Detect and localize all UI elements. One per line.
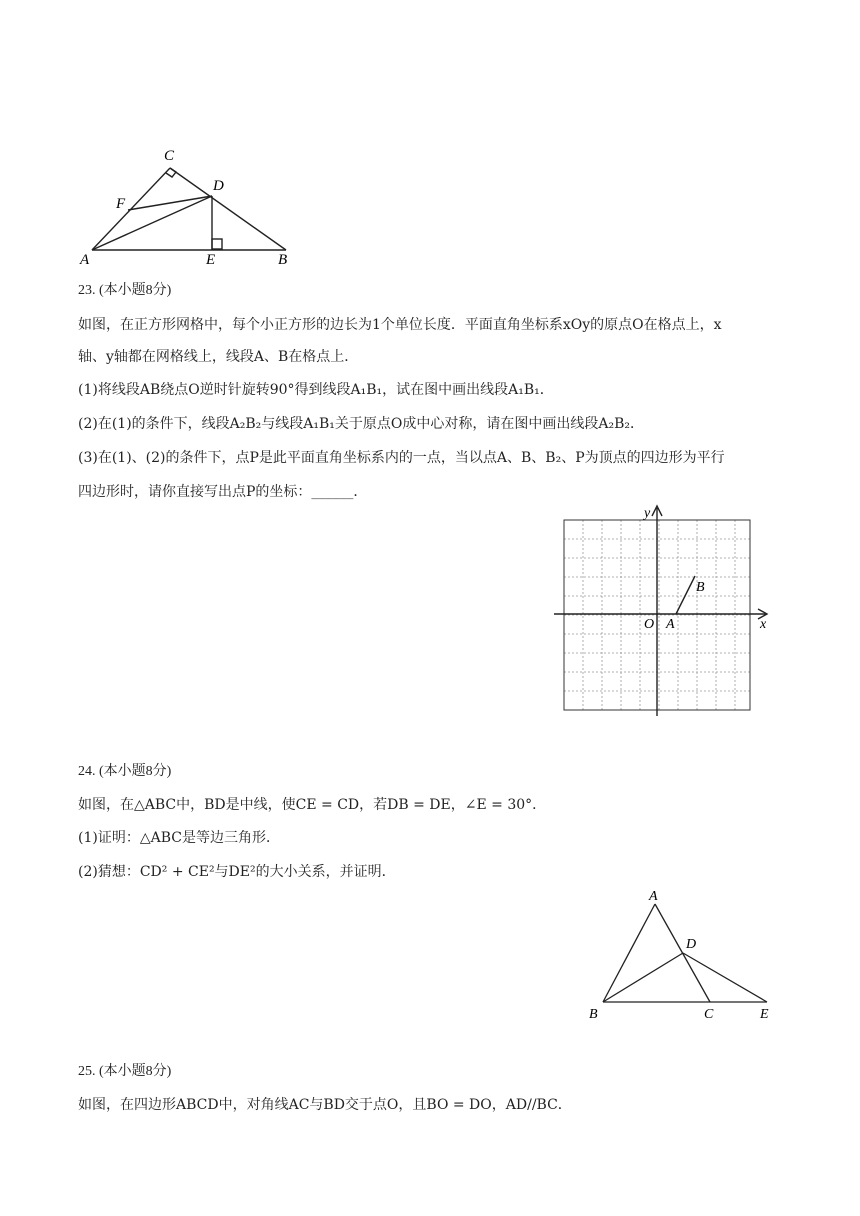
label-c: C	[164, 148, 175, 164]
label-a: A	[80, 252, 90, 268]
q25-line-1: 如图，在四边形ABCD中，对角线AC与BD交于点O，且BO = DO，AD//BC．	[78, 1097, 572, 1113]
label-d: D	[213, 178, 224, 194]
axis-y-label: y	[644, 506, 651, 521]
q23-line-1: 如图，在正方形网格中，每个小正方形的边长为1个单位长度．平面直角坐标系xOy的原点O在格点上，x	[78, 317, 722, 333]
q24-line-3: (2)猜想：CD² + CE²与DE²的大小关系，并证明．	[78, 864, 396, 880]
label-f: F	[116, 196, 126, 212]
figure-q22	[74, 140, 304, 270]
q23-line-4: (2)在(1)的条件下，线段A₂B₂与线段A₁B₁关于原点O成中心对称，请在图中画出线段A₂B₂．	[78, 416, 645, 432]
figure-q24	[580, 880, 780, 1030]
fig24-label-a: A	[649, 889, 658, 904]
point-a-label: A	[666, 617, 675, 632]
fig24-label-e: E	[760, 1007, 769, 1022]
point-b-label: B	[696, 580, 705, 595]
q24-line-2: (1)证明：△ABC是等边三角形．	[78, 830, 280, 846]
origin-label: O	[644, 617, 655, 632]
q23-line-5: (3)在(1)、(2)的条件下，点P是此平面直角坐标系内的一点，当以点A、B、B₂、P为顶点的四边形为平行	[78, 450, 725, 466]
q24-header: 24. (本小题8分)	[78, 764, 172, 779]
label-e: E	[206, 252, 216, 268]
label-b: B	[278, 252, 288, 268]
q25-header: 25. (本小题8分)	[78, 1064, 172, 1079]
q23-header: 23. (本小题8分)	[78, 283, 172, 298]
q23-line-6: 四边形时，请你直接写出点P的坐标：______．	[78, 484, 368, 500]
figure-q23-grid	[550, 500, 780, 722]
fig24-label-c: C	[704, 1007, 714, 1022]
q24-line-1: 如图，在△ABC中，BD是中线，使CE = CD，若DB = DE，∠E = 30°．	[78, 797, 547, 813]
fig24-label-b: B	[589, 1007, 598, 1022]
q23-line-2: 轴、y轴都在网格线上，线段A、B在格点上．	[78, 349, 359, 365]
fig24-label-d: D	[686, 937, 697, 952]
axis-x-label: x	[760, 617, 767, 632]
q23-line-3: (1)将线段AB绕点O逆时针旋转90°得到线段A₁B₁，试在图中画出线段A₁B₁．	[78, 382, 554, 398]
